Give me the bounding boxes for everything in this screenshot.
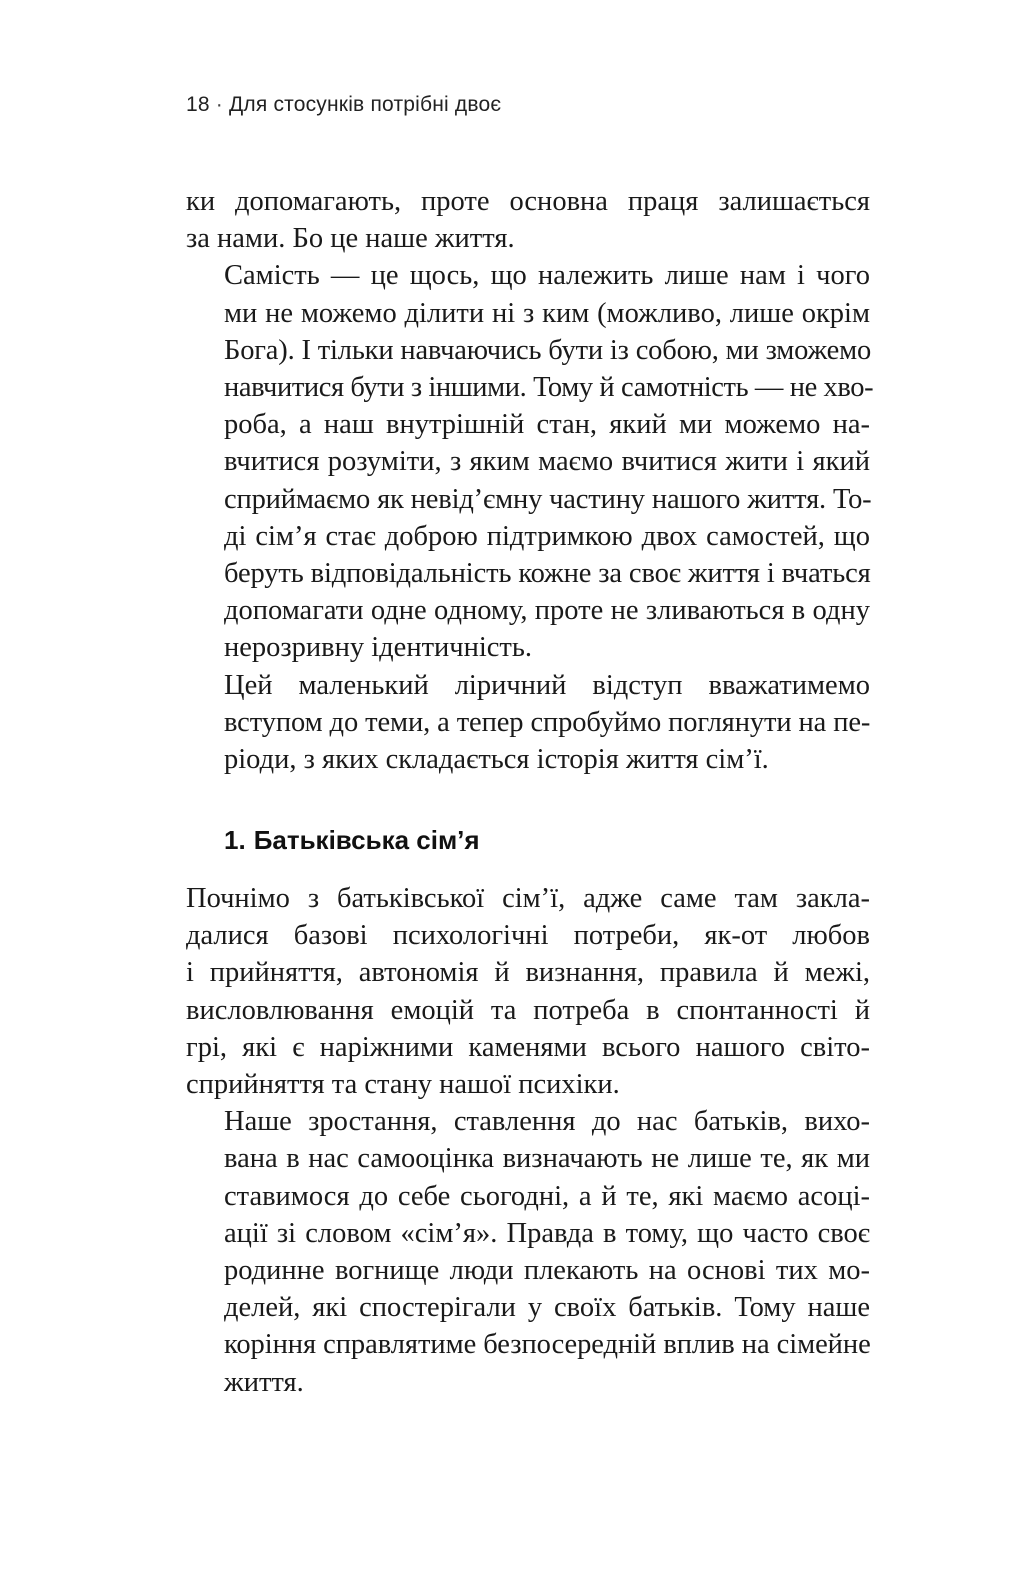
text-line: делей, які спостерігали у своїх батьків. Тому наше bbox=[224, 1292, 870, 1324]
intro-text bbox=[186, 183, 874, 778]
text-line: сприймаємо як невід’ємну частину нашого життя. То- bbox=[224, 483, 872, 515]
text-line: коріння справлятиме безпосередній вплив на сімейне bbox=[224, 1329, 871, 1361]
text-line: висловлювання емоцій та потреба в спонтанності й bbox=[186, 994, 870, 1026]
intro-paragraph-1 bbox=[186, 183, 870, 257]
text-line: вана в нас самооцінка визначають не лише те, як ми bbox=[224, 1143, 870, 1175]
text-line: грі, які є наріжними каменями всього нашого світо- bbox=[186, 1031, 870, 1063]
text-line: далися базові психологічні потреби, як-от любов bbox=[186, 920, 870, 952]
text-line: нерозривну ідентичність. bbox=[224, 632, 533, 664]
running-head bbox=[186, 93, 501, 117]
text-line: Бога). І тільки навчаючись бути із собою, ми зможемо bbox=[224, 334, 872, 366]
text-line: допомагати одне одному, проте не зливаються в одну bbox=[224, 595, 870, 627]
text-line: беруть відповідальність кожне за своє життя і вчаться bbox=[224, 558, 871, 590]
intro-paragraph-2 bbox=[186, 257, 874, 666]
text-line: ді сім’я стає доброю підтримкою двох самостей, що bbox=[224, 520, 870, 552]
section-heading bbox=[224, 825, 480, 856]
text-line: сприйняття та стану нашої психіки. bbox=[186, 1069, 620, 1101]
text-line: Почнімо з батьківської сім’ї, адже саме там закла- bbox=[186, 883, 870, 914]
text-line: Наше зростання, ставлення до нас батьків, вихо- bbox=[224, 1106, 870, 1138]
section-number: 1. bbox=[224, 825, 246, 855]
text-line: родинне вогнище люди плекають на основі тих мо- bbox=[224, 1255, 870, 1287]
text-line: ставимося до себе сьогодні, а й те, які маємо асоці- bbox=[224, 1180, 870, 1212]
intro-paragraph-3 bbox=[186, 667, 870, 779]
text-line: вчитися розуміти, з яким маємо вчитися жити і який bbox=[224, 446, 870, 478]
text-line: Цей маленький ліричний відступ вважатимемо bbox=[224, 669, 870, 701]
text-line: ки допомагають, проте основна праця залишається bbox=[186, 186, 870, 217]
running-head-separator: · bbox=[215, 93, 223, 116]
text-line: і прийняття, автономія й визнання, правила й межі, bbox=[186, 957, 870, 989]
text-line: навчитися бути з іншими. Тому й самотність — не хво- bbox=[224, 372, 874, 404]
text-line: ми не можемо ділити ні з ким (можливо, лише окрім bbox=[224, 297, 870, 329]
section-paragraph-2 bbox=[186, 1103, 870, 1401]
text-line: роба, а наш внутрішній стан, який ми можемо на- bbox=[224, 409, 870, 441]
text-line: ріоди, з яких складається історія життя сім’ї. bbox=[224, 744, 769, 776]
text-line: за нами. Бо це наше життя. bbox=[186, 223, 515, 255]
section-title: Батьківська сім’я bbox=[253, 825, 480, 855]
text-line: Самість — це щось, що належить лише нам і чого bbox=[224, 260, 870, 292]
section-text bbox=[186, 880, 870, 1401]
text-line: життя. bbox=[224, 1366, 304, 1398]
book-title: Для стосунків потрібні двоє bbox=[228, 93, 502, 116]
section-paragraph-1 bbox=[186, 880, 870, 1103]
page-number: 18 bbox=[186, 93, 210, 116]
text-line: вступом до теми, а тепер спробуймо поглянути на пе- bbox=[224, 706, 871, 738]
text-line: ації зі словом «сім’я». Правда в тому, що часто своє bbox=[224, 1217, 870, 1249]
